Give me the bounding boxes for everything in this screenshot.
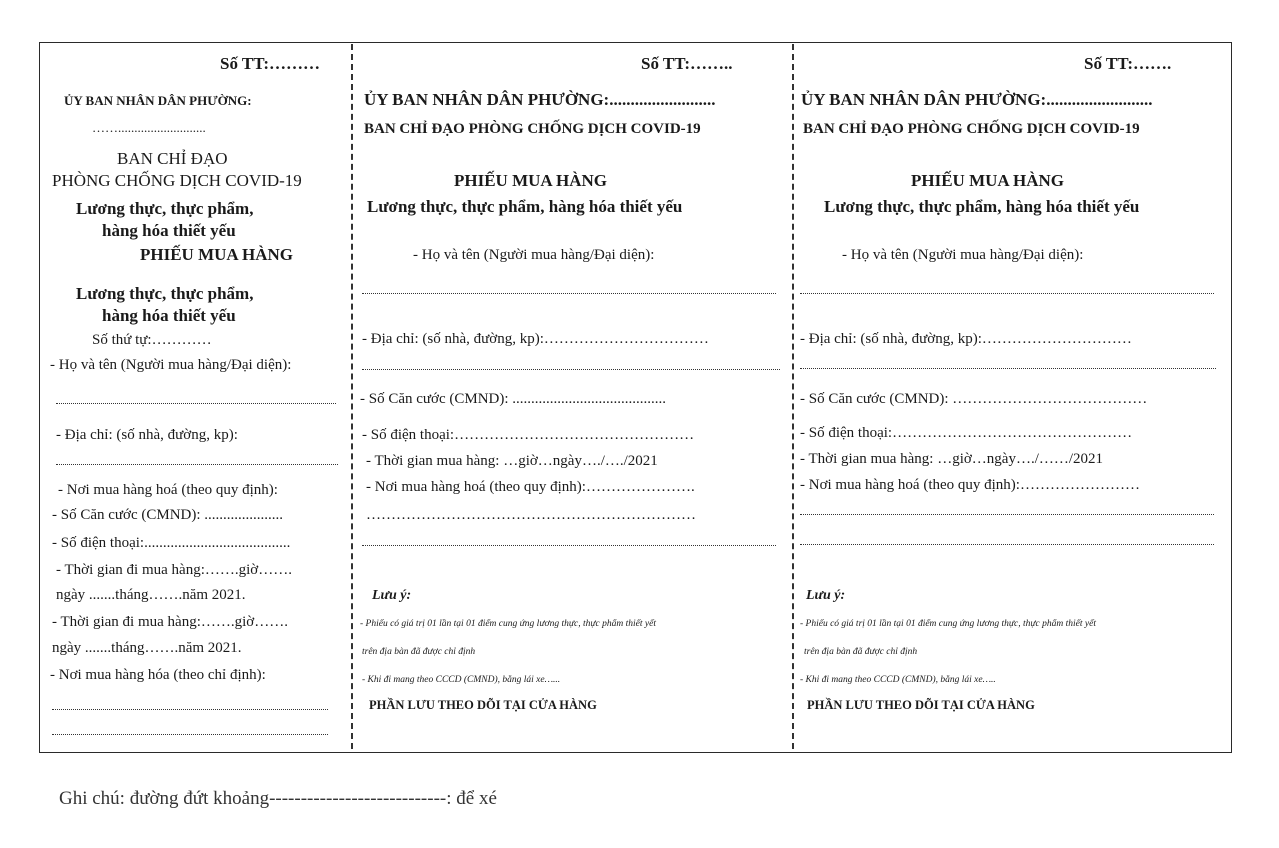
right-ban-chi-dao: BAN CHỈ ĐẠO PHÒNG CHỐNG DỊCH COVID-19 bbox=[803, 121, 1140, 137]
right-dia-chi: - Địa chỉ: (số nhà, đường, kp):………………………… bbox=[800, 331, 1132, 347]
middle-ban-chi-dao: BAN CHỈ ĐẠO PHÒNG CHỐNG DỊCH COVID-19 bbox=[364, 121, 701, 137]
right-noi-mua-field-1[interactable] bbox=[800, 514, 1214, 515]
left-noi-mua-field-2[interactable] bbox=[52, 734, 328, 735]
right-luu-y: Lưu ý: bbox=[806, 588, 846, 603]
left-thoi-gian-1b: ngày .......tháng…….năm 2021. bbox=[56, 587, 246, 603]
middle-noi-mua: - Nơi mua hàng hoá (theo quy định):…………………. bbox=[366, 479, 695, 495]
right-ho-ten-field[interactable] bbox=[800, 293, 1214, 294]
left-thoi-gian-2a: - Thời gian đi mua hàng:…….giờ……. bbox=[52, 614, 288, 630]
right-dia-chi-field[interactable] bbox=[800, 368, 1216, 369]
middle-dia-chi: - Địa chỉ: (số nhà, đường, kp):…………………………… bbox=[362, 331, 709, 347]
left-noi-mua-label: - Nơi mua hàng hoá (theo quy định): bbox=[58, 482, 278, 498]
middle-noi-mua-dots: ………………………………………………………… bbox=[366, 507, 696, 523]
right-ho-ten-label: - Họ và tên (Người mua hàng/Đại diện): bbox=[842, 247, 1084, 263]
right-noi-mua-field-2[interactable] bbox=[800, 544, 1214, 545]
middle-extra-field[interactable] bbox=[362, 545, 776, 546]
middle-note2: - Khi đi mang theo CCCD (CMND), bằng lái xe…... bbox=[362, 675, 561, 685]
left-dia-chi-field[interactable] bbox=[56, 464, 338, 465]
left-uy-ban: ỦY BAN NHÂN DÂN PHƯỜNG: bbox=[64, 93, 252, 108]
left-ho-ten-field[interactable] bbox=[56, 403, 336, 404]
tear-line-1 bbox=[351, 44, 353, 749]
left-dia-chi-label: - Địa chỉ: (số nhà, đường, kp): bbox=[56, 427, 238, 443]
right-so-tt: Số TT:……. bbox=[1084, 54, 1172, 73]
middle-note1-a: - Phiếu có giá trị 01 lần tại 01 điểm cung ứng lương thực, thực phẩm thiết yết bbox=[360, 619, 656, 629]
left-so-tt: Số TT:……… bbox=[220, 54, 320, 73]
middle-phieu-title: PHIẾU MUA HÀNG bbox=[454, 171, 607, 190]
middle-uy-ban: ỦY BAN NHÂN DÂN PHƯỜNG:......................... bbox=[364, 90, 716, 109]
right-note2: - Khi đi mang theo CCCD (CMND), bằng lái xe….. bbox=[800, 675, 996, 685]
footer-note: Ghi chú: đường đứt khoảng----------------------------: để xé bbox=[59, 788, 497, 809]
left-ltp2-a: Lương thực, thực phẩm, bbox=[76, 284, 254, 303]
left-ho-ten-label: - Họ và tên (Người mua hàng/Đại diện): bbox=[50, 357, 292, 373]
right-note1-b: trên địa bàn đã được chỉ định bbox=[804, 647, 918, 657]
middle-dia-chi-field[interactable] bbox=[362, 369, 780, 370]
left-phieu-title: PHIẾU MUA HÀNG bbox=[140, 245, 293, 264]
middle-so-dien-thoai: - Số điện thoại:………………………………………… bbox=[362, 427, 695, 443]
middle-luu-y: Lưu ý: bbox=[372, 588, 412, 603]
right-phan-luu: PHẦN LƯU THEO DÕI TẠI CỬA HÀNG bbox=[807, 698, 1035, 712]
middle-ltp: Lương thực, thực phẩm, hàng hóa thiết yếu bbox=[367, 197, 683, 216]
middle-note1-b: trên địa bàn đã được chỉ định bbox=[362, 647, 476, 657]
right-ltp: Lương thực, thực phẩm, hàng hóa thiết yếu bbox=[824, 197, 1140, 216]
left-noi-mua-field-1[interactable] bbox=[52, 709, 328, 710]
left-thoi-gian-2b: ngày .......tháng…….năm 2021. bbox=[52, 640, 242, 656]
right-thoi-gian: - Thời gian mua hàng: …giờ…ngày…./……/2021 bbox=[800, 451, 1104, 467]
left-so-dien-thoai: - Số điện thoại:....................................... bbox=[52, 535, 291, 551]
left-so-can-cuoc: - Số Căn cước (CMND): ..................... bbox=[52, 507, 284, 523]
right-noi-mua: - Nơi mua hàng hoá (theo quy định):…………………… bbox=[800, 477, 1140, 493]
left-ltp1-b: hàng hóa thiết yếu bbox=[102, 221, 236, 240]
left-dots-ward: ……........................... bbox=[92, 120, 206, 135]
right-note1-a: - Phiếu có giá trị 01 lần tại 01 điểm cung ứng lương thực, thực phẩm thiết yết bbox=[800, 619, 1096, 629]
left-ltp1-a: Lương thực, thực phẩm, bbox=[76, 199, 254, 218]
middle-ho-ten-field[interactable] bbox=[362, 293, 776, 294]
right-phieu-title: PHIẾU MUA HÀNG bbox=[911, 171, 1064, 190]
right-so-dien-thoai: - Số điện thoại:………………………………………… bbox=[800, 425, 1133, 441]
middle-thoi-gian: - Thời gian mua hàng: …giờ…ngày…./…./2021 bbox=[366, 453, 658, 469]
right-so-can-cuoc: - Số Căn cước (CMND): ………………………………… bbox=[800, 391, 1148, 407]
left-so-thu-tu: Số thứ tự:………… bbox=[92, 332, 212, 348]
middle-ho-ten-label: - Họ và tên (Người mua hàng/Đại diện): bbox=[413, 247, 655, 263]
left-thoi-gian-1a: - Thời gian đi mua hàng:…….giờ……. bbox=[56, 562, 292, 578]
tear-line-2 bbox=[792, 44, 794, 749]
left-noi-mua-chi-dinh: - Nơi mua hàng hóa (theo chỉ định): bbox=[50, 667, 266, 683]
middle-phan-luu: PHẦN LƯU THEO DÕI TẠI CỬA HÀNG bbox=[369, 698, 597, 712]
left-ban-chi-dao-2: PHÒNG CHỐNG DỊCH COVID-19 bbox=[52, 171, 302, 190]
right-uy-ban: ỦY BAN NHÂN DÂN PHƯỜNG:......................... bbox=[801, 90, 1153, 109]
middle-so-can-cuoc: - Số Căn cước (CMND): ......................................... bbox=[360, 391, 667, 407]
middle-so-tt: Số TT:…….. bbox=[641, 54, 733, 73]
left-ban-chi-dao-1: BAN CHỈ ĐẠO bbox=[117, 149, 228, 168]
left-ltp2-b: hàng hóa thiết yếu bbox=[102, 306, 236, 325]
